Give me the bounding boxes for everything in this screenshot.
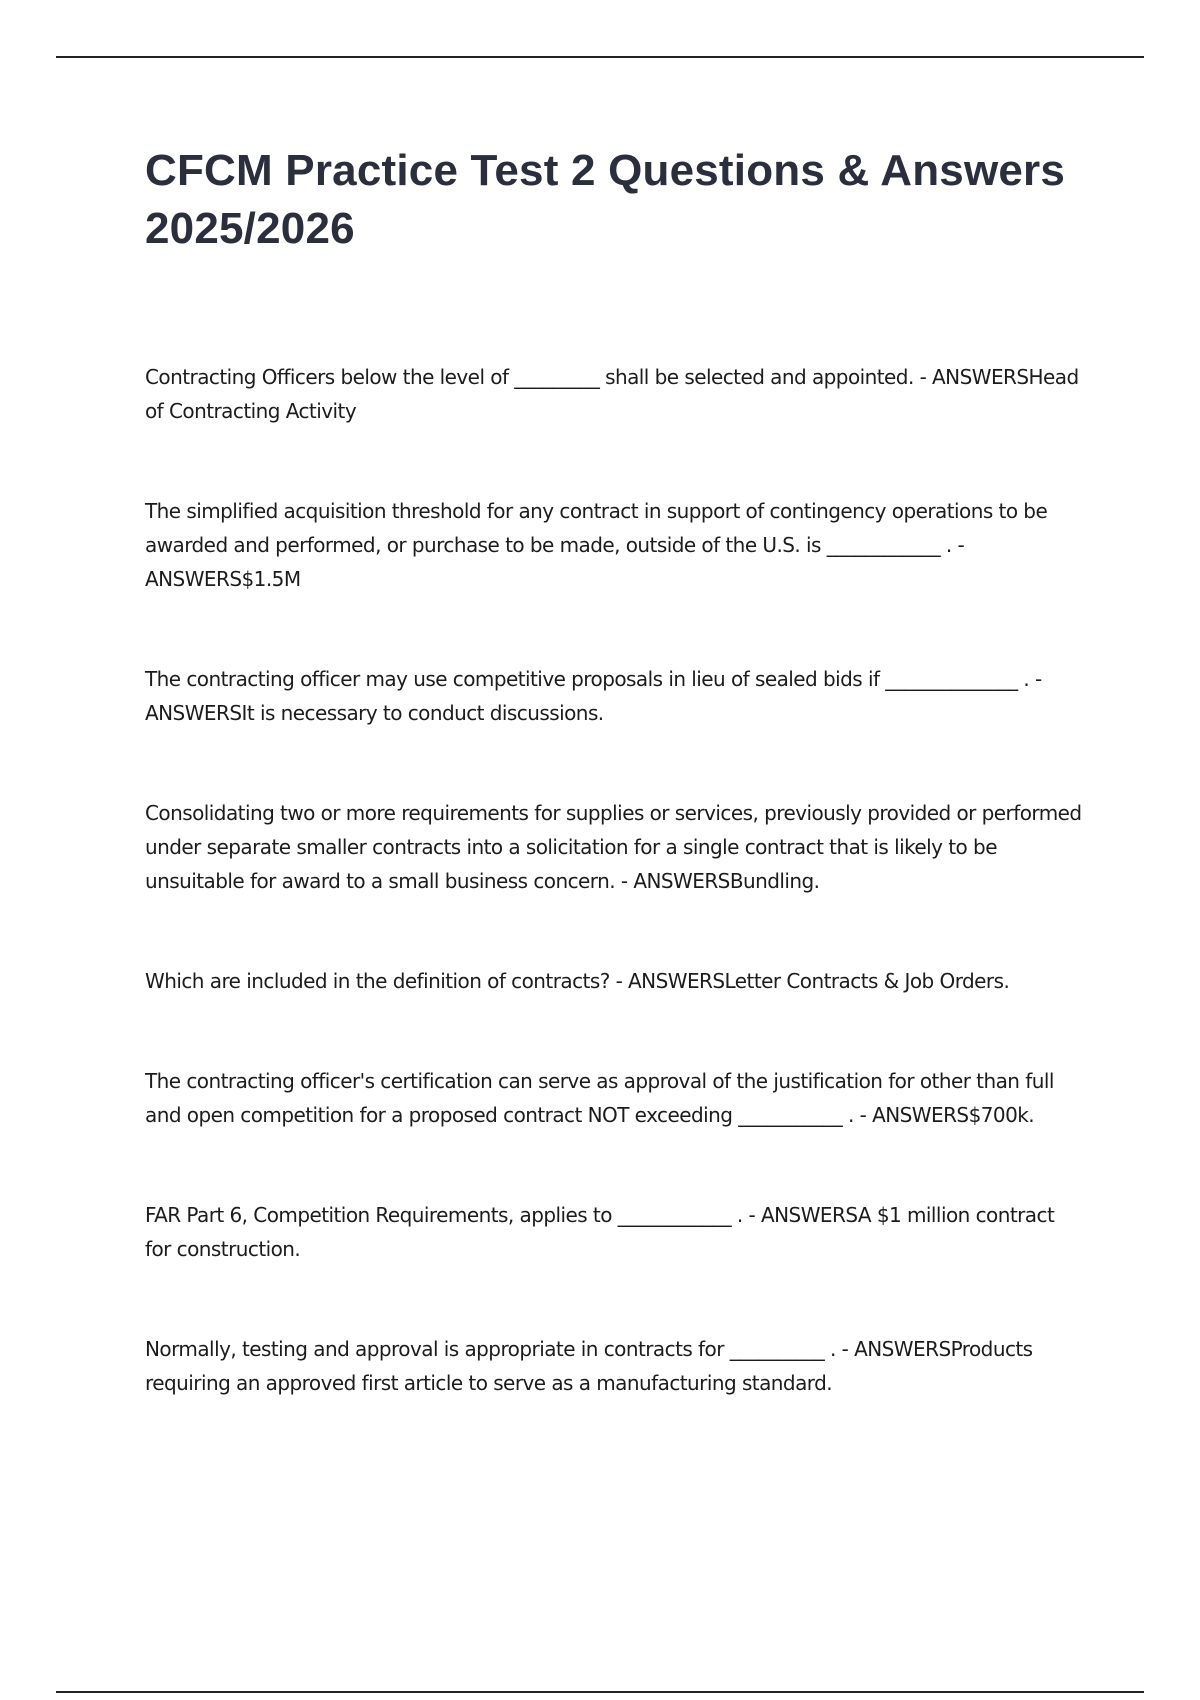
qa-item <box>145 1198 1085 1266</box>
qa-item <box>145 964 1085 998</box>
answer-separator: - ANSWERS <box>853 1103 969 1127</box>
answer-separator: - ANSWERS <box>913 365 1029 389</box>
question-text: FAR Part 6, Competition Requirements, applies to ____________ . <box>145 1203 743 1227</box>
answer-text: It is necessary to conduct discussions. <box>241 701 604 725</box>
qa-list <box>145 360 1085 1400</box>
answer-text: $700k. <box>968 1103 1035 1127</box>
document-body <box>145 142 1085 1466</box>
question-text: Consolidating two or more requirements for supplies or services, previously provided or performed under separate smaller contracts into a solicitation for a single contract that is likely to be unsuitable for award to a small business concern. <box>145 801 1082 893</box>
qa-item <box>145 360 1085 428</box>
question-text: The contracting officer may use competitive proposals in lieu of sealed bids if ______________ . <box>145 667 1030 691</box>
qa-item <box>145 494 1085 596</box>
answer-separator: - ANSWERS <box>615 869 730 893</box>
answer-text: Bundling. <box>729 869 820 893</box>
answer-separator: - ANSWERS <box>609 969 725 993</box>
answer-separator: - ANSWERS <box>742 1203 858 1227</box>
answer-text: Letter Contracts & Job Orders. <box>724 969 1010 993</box>
answer-separator: - ANSWERS <box>145 667 1042 725</box>
document-title: CFCM Practice Test 2 Questions & Answers 2025/2026 <box>145 146 1066 253</box>
answer-text: Products requiring an approved first article to serve as a manufacturing standard. <box>145 1337 1033 1395</box>
bottom-rule <box>56 1691 1144 1693</box>
qa-item <box>145 1332 1085 1400</box>
question-text: The contracting officer's certification can serve as approval of the justification for other than full and open competition for a proposed contract NOT exceeding ___________ . <box>145 1069 1054 1127</box>
question-text: The simplified acquisition threshold for any contract in support of contingency operations to be awarded and performed, or purchase to be made, outside of the U.S. is ____________ . <box>145 499 1048 557</box>
qa-item <box>145 662 1085 730</box>
answer-text: A $1 million contract for construction. <box>145 1203 1055 1261</box>
answer-separator: - ANSWERS <box>835 1337 951 1361</box>
question-text: Contracting Officers below the level of _________ shall be selected and appointed. <box>145 365 914 389</box>
answer-separator: - ANSWERS <box>145 533 965 591</box>
answer-text: Head of Contracting Activity <box>145 365 1079 423</box>
top-rule <box>56 56 1144 58</box>
question-text: Normally, testing and approval is appropriate in contracts for __________ . <box>145 1337 836 1361</box>
answer-text: $1.5M <box>241 567 301 591</box>
question-text: Which are included in the definition of contracts? <box>145 969 610 993</box>
qa-item <box>145 1064 1085 1132</box>
qa-item <box>145 796 1085 898</box>
